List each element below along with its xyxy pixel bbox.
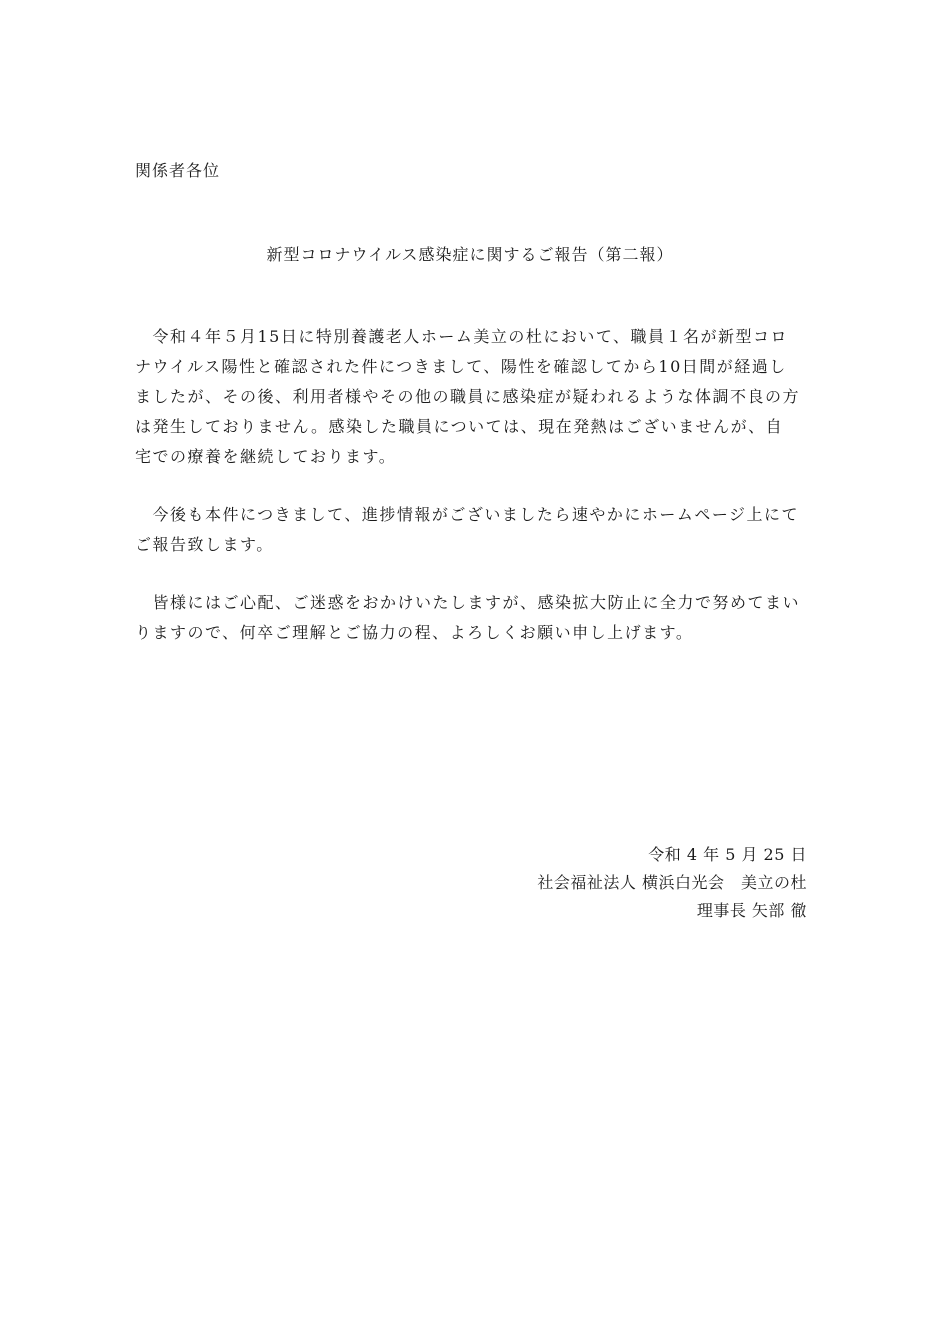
signature-organization: 社会福祉法人 横浜白光会 美立の杜: [537, 873, 807, 892]
paragraph-1: 令和４年５月15日に特別養護老人ホーム美立の杜において、職員１名が新型コロナウイルス陽性と確認された件につきまして、陽性を確認してから10日間が経過しましたが、その後、利用者様やその他の職員に感染症が疑われるような体調不良の方は発生しておりません。感染した職員については、現在発熱はございませんが、自宅での療養を継続しております。: [135, 327, 801, 466]
document-body: [135, 322, 800, 648]
signature-signer: 理事長 矢部 徹: [696, 901, 807, 920]
paragraph-2: 今後も本件につきまして、進捗情報がございましたら速やかにホームページ上にてご報告致します。: [135, 505, 800, 554]
addressee: 関係者各位: [135, 161, 221, 180]
signature-block: [537, 841, 807, 925]
document-title: 新型コロナウイルス感染症に関するご報告（第二報）: [266, 245, 674, 264]
paragraph-3: 皆様にはご心配、ご迷惑をおかけいたしますが、感染拡大防止に全力で努めてまいりますので、何卒ご理解とご協力の程、よろしくお願い申し上げます。: [135, 593, 801, 642]
signature-date: 令和 4 年 5 月 25 日: [648, 845, 807, 864]
